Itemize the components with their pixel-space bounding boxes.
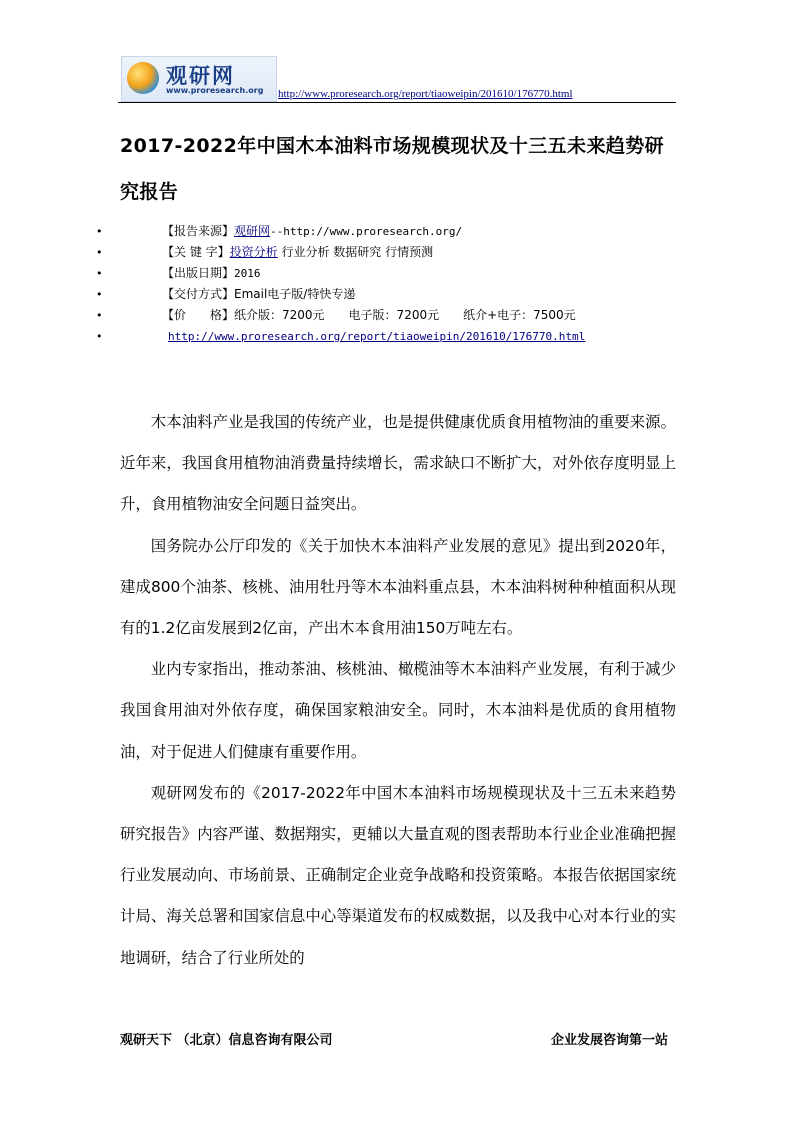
price-value: 纸介版：7200元 电子版：7200元 纸介+电子：7500元: [234, 308, 576, 322]
logo-url: www.proresearch.org: [166, 86, 264, 95]
list-item: [0, 284, 794, 305]
body-paragraph: 国务院办公厅印发的《关于加快木本油料产业发展的意见》提出到2020年，建成800个油茶、核桃、油用牡丹等木本油料重点县，木本油料树种种植面积从现有的1.2亿亩发展到2亿亩，产出木本食用油150万吨左右。: [120, 536, 676, 638]
site-logo[interactable]: [121, 56, 277, 102]
bullet-icon: •: [96, 246, 103, 259]
globe-icon: [127, 62, 159, 94]
footer-slogan: 企业发展咨询第一站: [550, 1033, 668, 1048]
bullet-icon: •: [96, 288, 103, 301]
report-url-link[interactable]: http://www.proresearch.org/report/tiaoweipin/201610/176770.html: [168, 330, 586, 343]
keywords-text: 行业分析 数据研究 行情预测: [277, 245, 434, 259]
date-label: 【出版日期】: [162, 266, 235, 280]
header-report-link[interactable]: http://www.proresearch.org/report/tiaoweipin/201610/176770.html: [278, 88, 573, 100]
page-header: [118, 56, 676, 103]
report-meta-list: [0, 221, 794, 347]
logo-title: 观研网: [166, 64, 235, 88]
date-value: 2016: [234, 267, 261, 280]
delivery-label: 【交付方式】: [162, 287, 235, 301]
price-label: 【价 格】: [162, 308, 235, 322]
list-item: [0, 305, 794, 326]
delivery-value: Email电子版/特快专递: [234, 287, 356, 301]
body-paragraph: 业内专家指出，推动茶油、核桃油、橄榄油等木本油料产业发展，有利于减少我国食用油对外依存度，确保国家粮油安全。同时，木本油料是优质的食用植物油，对于促进人们健康有重要作用。: [120, 660, 676, 761]
list-item: [0, 242, 794, 263]
footer-company: 观研天下 （北京）信息咨询有限公司: [120, 1033, 333, 1048]
keywords-label: 【关 键 字】: [162, 245, 230, 259]
source-link[interactable]: 观研网: [234, 224, 271, 238]
keywords-link[interactable]: 投资分析: [229, 245, 278, 259]
bullet-icon: •: [96, 330, 103, 343]
source-url: --http://www.proresearch.org/: [270, 225, 463, 238]
body-paragraph: 观研网发布的《2017-2022年中国木本油料市场规模现状及十三五未来趋势研究报告》内容严谨、数据翔实，更辅以大量直观的图表帮助本行业企业准确把握行业发展动向、市场前景、正确制定企业竞争战略和投资策略。本报告依据国家统计局、海关总署和国家信息中心等渠道发布的权威数据，以及我中心对本行业的实地调研，结合了行业所处的: [120, 783, 676, 967]
list-item: [0, 221, 794, 242]
bullet-icon: •: [96, 267, 103, 280]
body-paragraph: 木本油料产业是我国的传统产业，也是提供健康优质食用植物油的重要来源。近年来，我国食用植物油消费量持续增长，需求缺口不断扩大，对外依存度明显上升，食用植物油安全问题日益突出。: [120, 413, 676, 514]
bullet-icon: •: [96, 309, 103, 322]
source-label: 【报告来源】: [162, 224, 235, 238]
report-title: 2017-2022年中国木本油料市场规模现状及十三五未来趋势研究报告: [120, 135, 665, 203]
report-body: [120, 402, 676, 979]
list-item: [0, 263, 794, 284]
list-item: [0, 326, 794, 347]
bullet-icon: •: [96, 225, 103, 238]
